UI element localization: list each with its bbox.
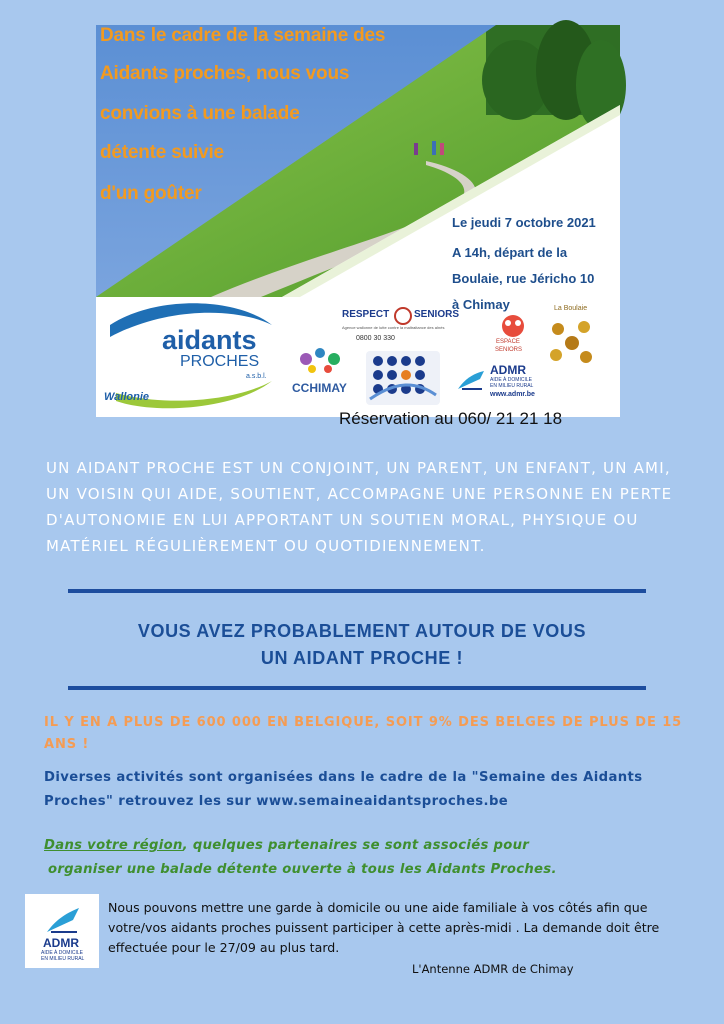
boulaie-word: La Boulaie	[554, 305, 588, 312]
dots-logo	[366, 351, 440, 405]
la-boulaie-logo	[540, 305, 604, 369]
event-time: A 14h, départ de la	[452, 245, 568, 260]
admr-poster-sub2: EN MILIEU RURAL	[490, 383, 534, 389]
region-line-2: organiser une balade détente ouverte à tous les Aidants Proches.	[48, 862, 557, 877]
event-city: à Chimay	[452, 297, 510, 312]
admr-poster-url: www.admr.be	[490, 391, 535, 398]
cc-chimay-word: CCHIMAY	[292, 381, 347, 395]
seniors-espace-word: SENIORS	[495, 347, 523, 353]
callout-heading	[0, 618, 724, 672]
respect-ring-icon	[394, 307, 412, 325]
admr-poster-logo	[456, 363, 556, 403]
poster-headline-line-5: d'un goûter	[100, 183, 202, 204]
event-poster	[96, 25, 620, 428]
seniors-word: SENIORS	[414, 309, 460, 320]
asbl-logo-word: a.s.b.l.	[246, 373, 267, 380]
respect-tagline: Agence wallonne de lutte contre la maltraitance des aînés	[342, 325, 445, 330]
event-date: Le jeudi 7 octobre 2021	[452, 215, 596, 230]
poster-headline-line-4: détente suivie	[100, 142, 224, 163]
event-address: Boulaie, rue Jéricho 10	[452, 271, 595, 286]
callout-line-1: VOUS AVEZ PROBABLEMENT AUTOUR DE VOUS	[137, 621, 587, 641]
respect-seniors-logo	[342, 305, 472, 349]
admr-signature: L'Antenne ADMR de Chimay	[412, 962, 574, 976]
activities-info: Diverses activités sont organisées dans le cadre de la "Semaine des Aidants Proches" retrouvez les sur www.semaineaidantsproches.be	[44, 770, 643, 809]
respect-phone: 0800 30 330	[356, 335, 395, 342]
poster-headline-line-3: convions à une balade	[100, 103, 300, 124]
admr-poster-sub1: AIDE À DOMICILE	[490, 377, 532, 383]
reservation-phone: Réservation au 060/ 21 21 18	[339, 409, 563, 428]
proches-logo-word: PROCHES	[180, 353, 260, 370]
admr-badge-sub1: AIDE À DOMICILE	[41, 950, 83, 956]
aidants-proches-logo	[96, 297, 282, 417]
region-rest: , quelques partenaires se sont associés pour	[182, 838, 530, 853]
cc-chimay-logo	[286, 345, 358, 407]
callout-line-2: UN AIDANT PROCHE !	[260, 648, 464, 668]
poster-headline-line-1: Dans le cadre de la semaine des	[100, 25, 386, 46]
divider-bottom	[68, 686, 646, 690]
espace-seniors-logo	[492, 313, 534, 357]
belgium-statistic: IL Y EN A PLUS DE 600 000 EN BELGIQUE, SOIT 9% DES BELGES DE PLUS DE 15 ANS !	[44, 715, 683, 752]
region-partners	[44, 834, 694, 882]
admr-badge-logo	[25, 894, 99, 968]
aidant-definition: UN AIDANT PROCHE EST UN CONJOINT, UN PARENT, UN ENFANT, UN AMI, UN VOISIN QUI AIDE, SOUTIENT, ACCOMPAGNE UNE PERSONNE EN PERTE D'AUTONOMIE EN LUI APPORTANT UN SOUTIEN MORAL, PHYSIQUE OU MATÉRIEL RÉGULIÈREMENT OU QUOTIDIENNEMENT.	[46, 459, 673, 555]
respect-word: RESPECT	[342, 309, 390, 320]
admr-badge-sub2: EN MILIEU RURAL	[41, 956, 85, 962]
admr-offer-text: Nous pouvons mettre une garde à domicile ou une aide familiale à vos côtés afin que votre/vos aidants proches puissent participer à cette après-midi . La demande doit être effectuée pour le 27/09 au plus tard.	[108, 900, 660, 955]
aidants-logo-word: aidants	[162, 325, 257, 355]
region-underlined: Dans votre région	[44, 838, 183, 853]
divider-top	[68, 589, 646, 593]
admr-badge-name: ADMR	[43, 936, 79, 950]
poster-headline-line-2: Aidants proches, nous vous	[100, 63, 350, 84]
admr-poster-name: ADMR	[490, 363, 526, 377]
wallonie-logo-word: Wallonie	[104, 391, 150, 403]
espace-word: ESPACE	[496, 339, 520, 345]
